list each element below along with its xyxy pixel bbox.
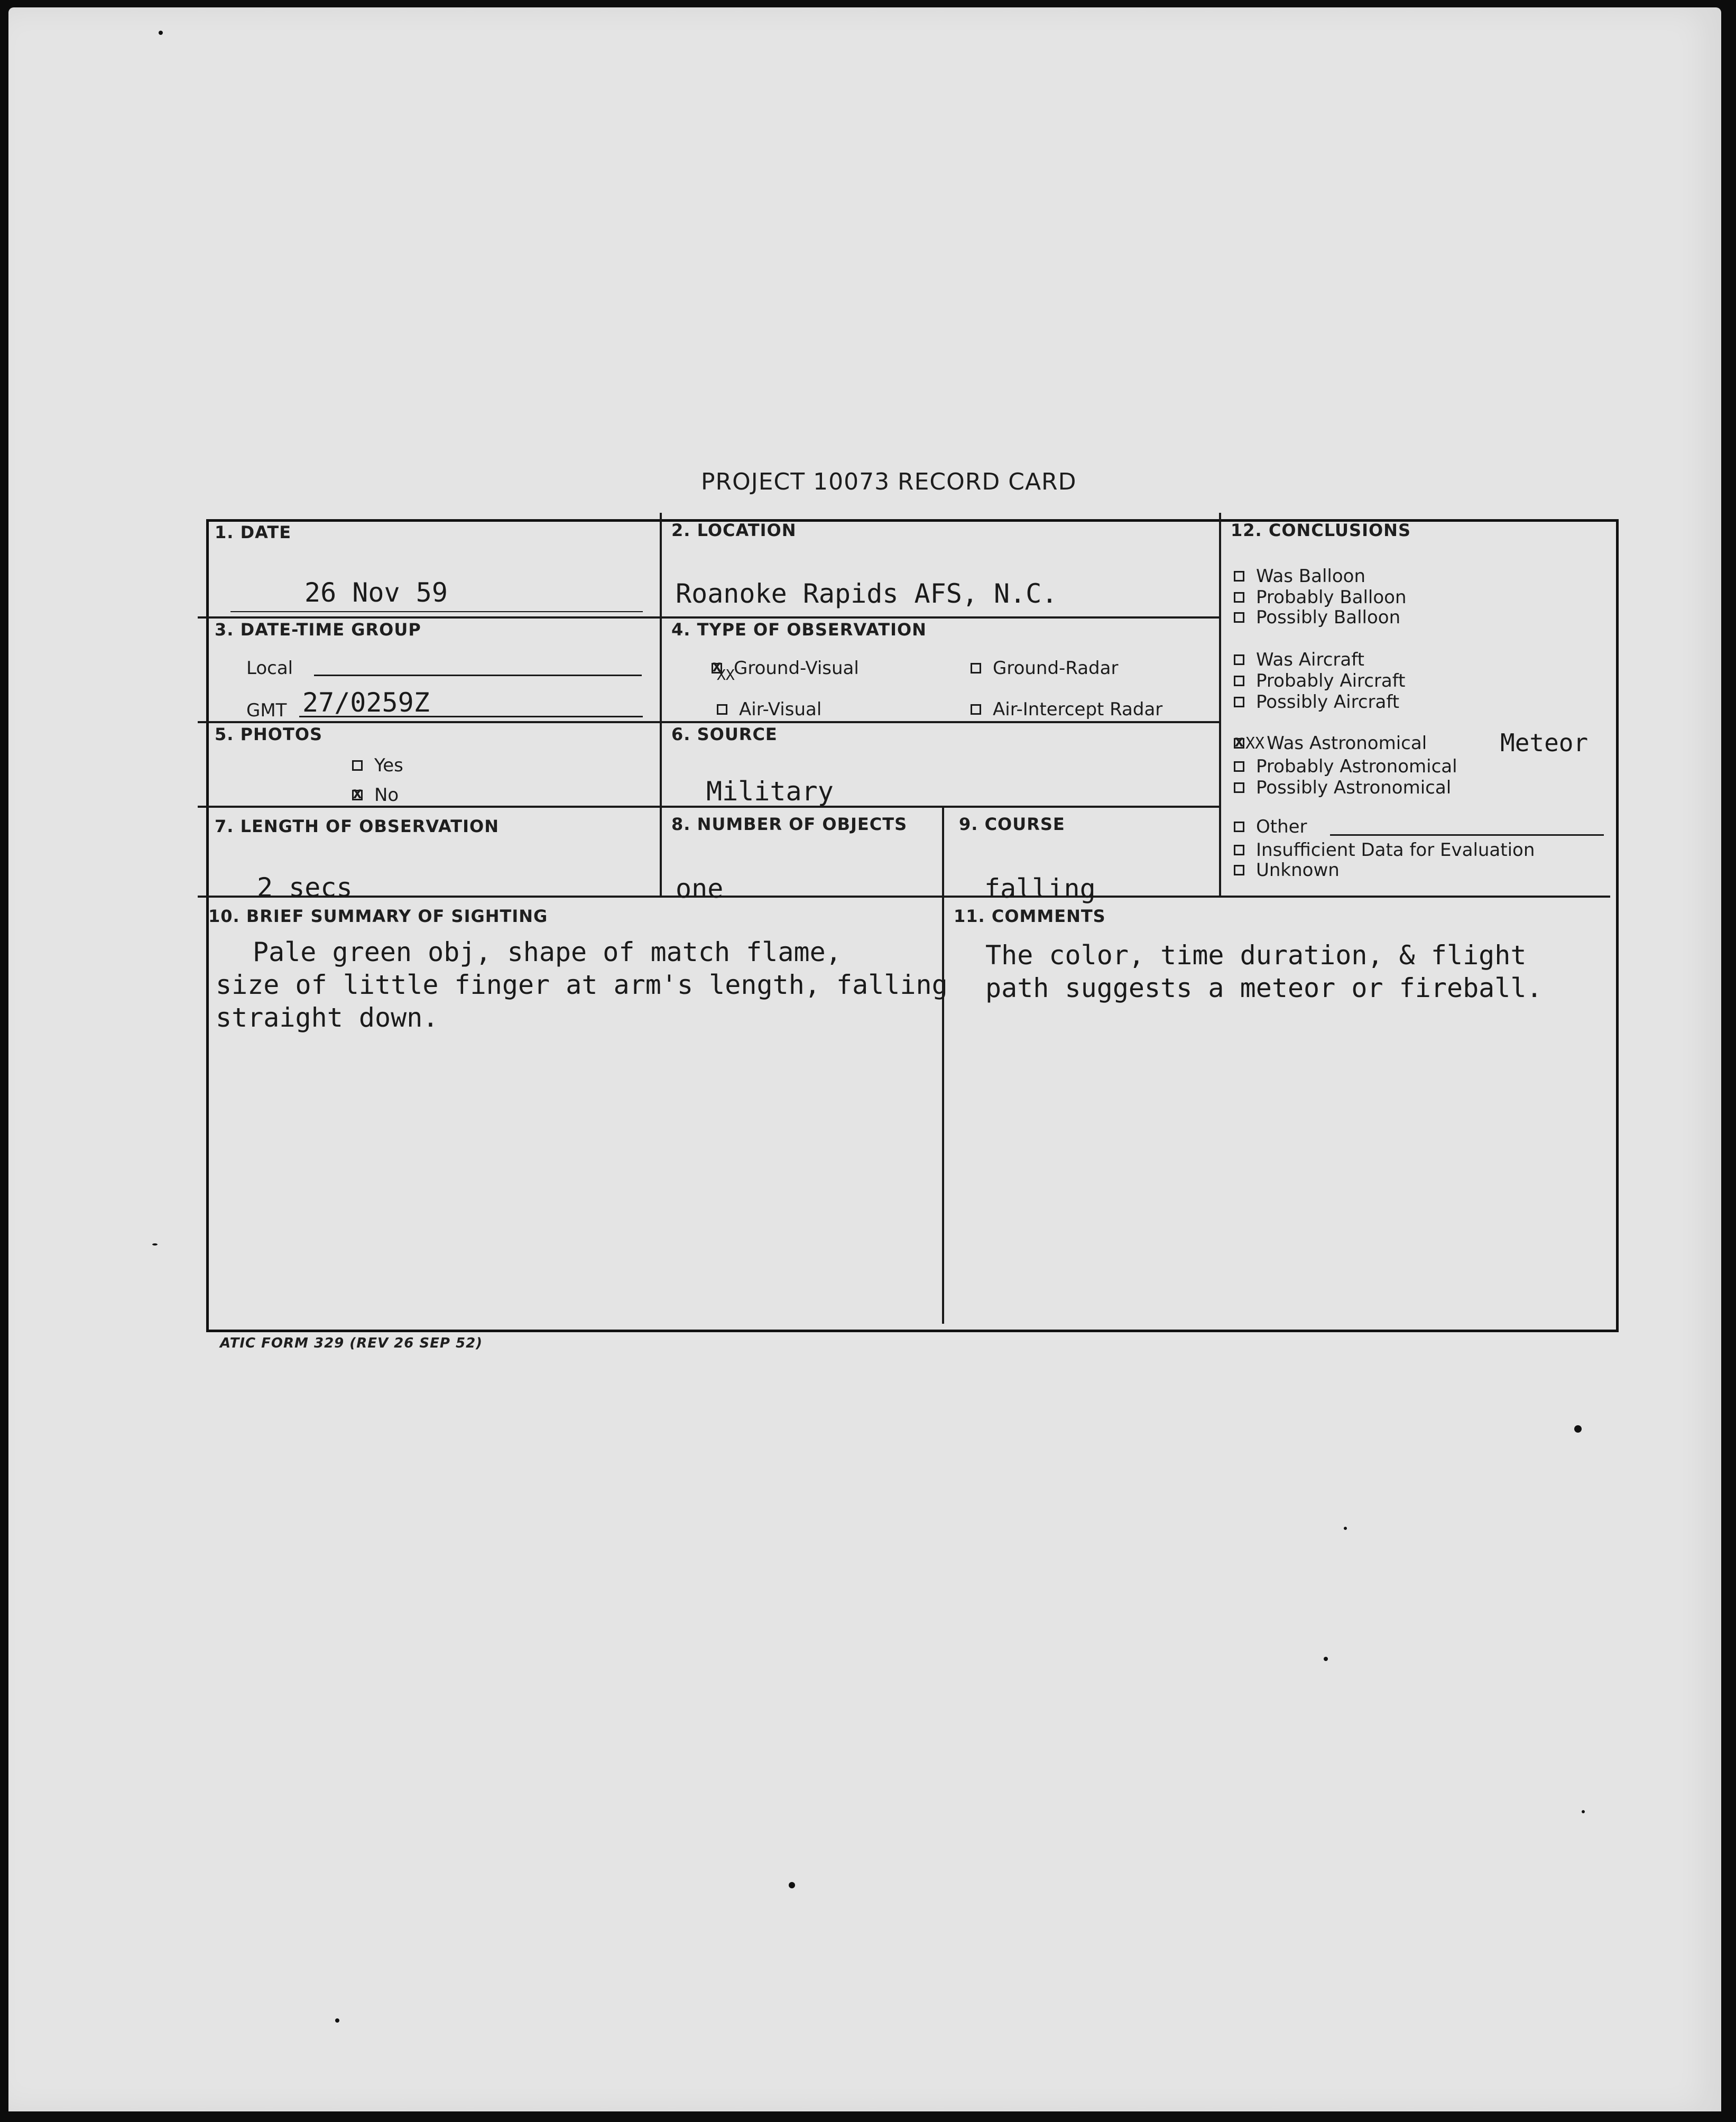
conclusions-label: 12. CONCLUSIONS <box>1231 520 1411 540</box>
length-of-observation-label: 7. LENGTH OF OBSERVATION <box>215 816 499 836</box>
conclusion-option <box>1234 587 1407 608</box>
speck <box>1574 1425 1582 1433</box>
checkbox-icon <box>1234 571 1244 582</box>
other-underline <box>1330 834 1604 836</box>
number-of-objects-label: 8. NUMBER OF OBJECTS <box>671 814 908 834</box>
conclusion-option <box>1234 691 1399 713</box>
conclusion-option <box>1234 860 1340 881</box>
photos-yes-option <box>352 755 403 776</box>
option-label: Possibly Balloon <box>1256 607 1401 628</box>
ground-radar-option <box>971 658 1118 679</box>
course-value: falling <box>984 873 1096 904</box>
location-value: Roanoke Rapids AFS, N.C. <box>676 578 1058 609</box>
checkbox-icon <box>1234 865 1244 875</box>
summary-line: straight down. <box>216 1002 439 1033</box>
conclusion-option <box>1234 670 1405 691</box>
option-label: Probably Aircraft <box>1256 670 1406 691</box>
photos-label: 5. PHOTOS <box>215 724 323 744</box>
option-label: Insufficient Data for Evaluation <box>1256 839 1535 861</box>
option-label: No <box>374 785 399 806</box>
gmt-label: GMT <box>246 700 287 721</box>
speck <box>152 1243 158 1245</box>
checkbox-checked-icon <box>1234 738 1244 749</box>
checkbox-checked-icon <box>352 790 363 800</box>
comments-line: path suggests a meteor or fireball. <box>985 973 1543 1003</box>
conclusion-option <box>1234 607 1400 628</box>
form-footer: ATIC FORM 329 (REV 26 SEP 52) <box>220 1335 483 1351</box>
date-time-group-label: 3. DATE-TIME GROUP <box>215 620 421 640</box>
length-of-observation-value: 2 secs <box>257 872 353 903</box>
option-label: Air-Intercept Radar <box>993 699 1163 720</box>
location-label: 2. LOCATION <box>671 520 797 540</box>
air-intercept-radar-option <box>971 699 1162 720</box>
checkbox-icon <box>717 704 727 715</box>
ground-visual-mark: XX <box>717 666 735 684</box>
checkbox-icon <box>1234 676 1244 686</box>
document-sheet <box>8 7 1721 2111</box>
summary-line: Pale green obj, shape of match flame, <box>253 937 842 967</box>
meteor-note: Meteor <box>1500 728 1589 757</box>
course-label: 9. COURSE <box>959 814 1065 834</box>
option-label: Probably Astronomical <box>1256 756 1457 777</box>
date-label: 1. DATE <box>215 522 292 542</box>
speck <box>1344 1527 1347 1530</box>
option-label: Possibly Astronomical <box>1256 777 1452 798</box>
checkbox-icon <box>1234 592 1244 603</box>
number-of-objects-value: one <box>676 873 724 904</box>
option-label: Yes <box>374 755 403 776</box>
date-underline <box>230 611 643 612</box>
conclusion-option-other <box>1234 816 1307 837</box>
local-underline <box>314 675 642 676</box>
checkbox-icon <box>971 663 981 673</box>
summary-label: 10. BRIEF SUMMARY OF SIGHTING <box>208 906 548 926</box>
speck <box>1324 1657 1328 1661</box>
speck <box>335 2018 339 2023</box>
checkbox-icon <box>352 760 363 771</box>
source-label: 6. SOURCE <box>671 724 778 744</box>
air-visual-option <box>717 699 821 720</box>
speck <box>1582 1810 1585 1813</box>
card-title: PROJECT 10073 RECORD CARD <box>701 468 1077 495</box>
comments-label: 11. COMMENTS <box>954 906 1106 926</box>
speck <box>159 31 163 35</box>
checkbox-icon <box>971 704 981 715</box>
checkbox-icon <box>1234 697 1244 707</box>
summary-line: size of little finger at arm's length, falling <box>216 970 948 1000</box>
conclusion-option <box>1234 566 1365 587</box>
conclusion-option <box>1234 839 1535 861</box>
conclusion-option <box>1234 756 1457 777</box>
option-label: Was Astronomical <box>1267 733 1427 754</box>
option-label: Was Aircraft <box>1256 649 1364 670</box>
option-label: Possibly Aircraft <box>1256 691 1400 713</box>
checkbox-icon <box>1234 822 1244 832</box>
gmt-underline <box>299 716 643 717</box>
type-of-observation-label: 4. TYPE OF OBSERVATION <box>671 620 927 640</box>
option-label: Ground-Visual <box>734 658 859 679</box>
option-label: Probably Balloon <box>1256 587 1407 608</box>
source-value: Military <box>706 776 834 807</box>
checkbox-icon <box>1234 761 1244 772</box>
option-label: Air-Visual <box>739 699 822 720</box>
option-label: Unknown <box>1256 860 1340 881</box>
local-label: Local <box>246 658 293 679</box>
divider <box>942 806 944 1324</box>
checkbox-icon <box>1234 612 1244 623</box>
divider <box>198 896 1610 898</box>
gmt-value: 27/0259Z <box>302 687 430 718</box>
comments-line: The color, time duration, & flight <box>985 940 1527 971</box>
conclusion-option <box>1234 649 1364 670</box>
option-label: Other <box>1256 816 1307 837</box>
divider <box>1219 513 1221 898</box>
date-value: 26 Nov 59 <box>304 577 448 608</box>
option-mark: XX <box>1245 734 1265 753</box>
checkbox-icon <box>1234 654 1244 665</box>
photos-no-option <box>352 785 399 806</box>
conclusion-option-was-astronomical <box>1234 733 1427 754</box>
option-label: Ground-Radar <box>993 658 1119 679</box>
divider <box>198 721 1219 723</box>
divider <box>198 616 1219 619</box>
checkbox-icon <box>1234 782 1244 793</box>
option-label: Was Balloon <box>1256 566 1366 587</box>
conclusion-option <box>1234 777 1451 798</box>
divider <box>660 513 662 898</box>
speck <box>789 1882 795 1888</box>
checkbox-icon <box>1234 845 1244 855</box>
